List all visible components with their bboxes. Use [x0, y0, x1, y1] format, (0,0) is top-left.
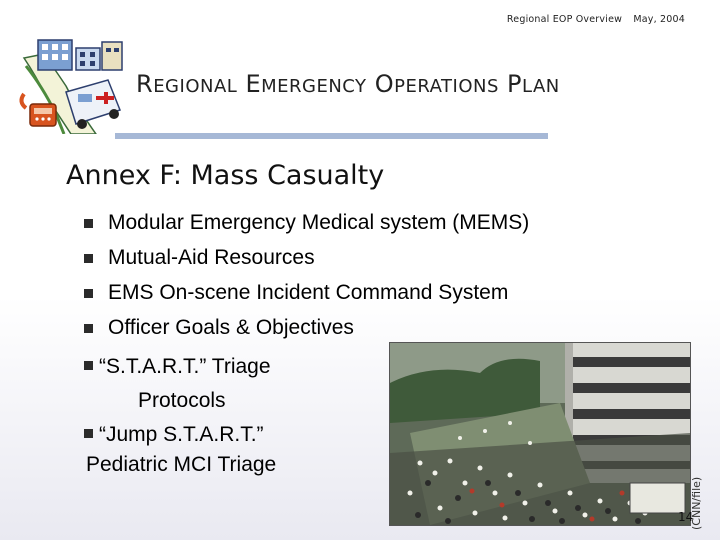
jump-start-item-cont: Pediatric MCI Triage — [86, 453, 277, 476]
square-bullet-icon — [84, 361, 93, 370]
square-bullet-icon — [84, 219, 93, 228]
slide-header — [0, 14, 685, 25]
page-number: 14 — [678, 510, 694, 524]
slide-title: REGIONAL EMERGENCY OPERATIONS PLAN — [136, 70, 560, 98]
title-underline — [115, 133, 548, 139]
square-bullet-icon — [84, 289, 93, 298]
square-bullet-icon — [84, 254, 93, 263]
mass-casualty-photo — [389, 342, 694, 526]
square-bullet-icon — [84, 324, 93, 333]
photo-credit: (CNN/file) — [690, 476, 703, 530]
annex-heading: Annex F: Mass Casualty — [66, 160, 385, 191]
start-triage-item-cont: Protocols — [138, 389, 226, 412]
deck-title: Regional EOP Overview — [506, 14, 623, 25]
emergency-clipart-icon — [16, 36, 131, 134]
deck-date: May, 2004 — [633, 14, 685, 25]
square-bullet-icon — [84, 429, 93, 438]
start-triage-item: “S.T.A.R.T.” Triage — [84, 350, 271, 383]
jump-start-item: “Jump S.T.A.R.T.” — [84, 418, 264, 451]
